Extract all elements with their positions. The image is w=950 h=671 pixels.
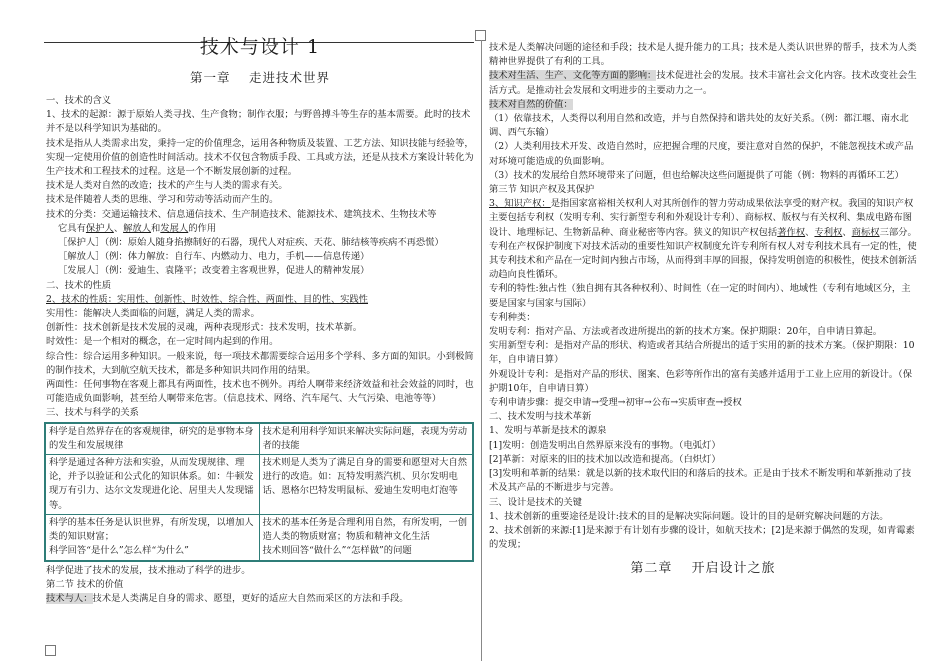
page-corner-marker-bottom bbox=[45, 645, 56, 656]
keyword-highlight: 技术与人： bbox=[46, 592, 93, 604]
paragraph: 技术是指从人类需求出发，秉持一定的价值理念，运用各种物质及装置、工艺方法、知识技能与经验等，实现一定使用价值的创造性时间活动。技术不仅包含物质手段、工具或方法，还是从技术方案设计转化为生产技术和工程技术的过程。这是一个不断发展创新的过程。 bbox=[46, 137, 474, 178]
paragraph: （2）人类利用技术开发、改造自然时，应把握合理的尺度，要注意对自然的保护，不能忽视技术或产品对环境可能造成的负面影响。 bbox=[489, 141, 914, 167]
keyword-highlight: 技术对自然的价值： bbox=[489, 98, 573, 110]
paragraph: 1、技术的起源：源于原始人类寻找、生产食物；制作衣服；与野兽搏斗等生存的基本需要。此时的技术并不是以科学知识为基础的。 bbox=[46, 109, 471, 135]
left-column bbox=[46, 34, 474, 606]
paragraph: [2]革新：对原来的旧的技术加以改造和提高。（白炽灯） bbox=[489, 453, 721, 465]
paragraph: 技术是人类解决问题的途径和手段；技术是人提升能力的工具；技术是人类认识世界的帮手，技术为人类精神世界提供了有利的工具。 bbox=[489, 42, 917, 68]
paragraph: 技术是伴随着人类的思维、学习和劳动等活动而产生的。 bbox=[46, 194, 279, 206]
bullet-develop: ［发展人］（例：爱迪生、袁隆平；改变着主客观世界，促进人的精神发展） bbox=[58, 265, 370, 277]
paragraph: 2、技术创新的来源:[1]是来源于有计划有步骤的设计，如航天技术；[2]是来源于偶然的发现，如青霉素的发现； bbox=[489, 524, 915, 551]
paragraph: 专利申请步骤：提交申请→受理→初审→公布→实质审查→授权 bbox=[489, 397, 742, 409]
paragraph: 1、技术创新的重要途径是设计:技术的目的是解决实际问题。设计的目的是研究解决问题的方法。 bbox=[489, 510, 889, 522]
paragraph: 实用新型专利：是指对产品的形状、构造或者其结合所提出的适于实用的新的技术方案。（保护期限：10年，自申请日算） bbox=[489, 340, 915, 366]
paragraph: 实用性：能解决人类面临的问题，满足人类的需求。 bbox=[46, 308, 260, 320]
chapter-2-heading: 第二章 开启设计之旅 bbox=[630, 561, 776, 577]
table-cell: 技术则是人类为了满足自身的需要和愿望对大自然进行的改造。如：瓦特发明蒸汽机、贝尔发明电话、恩格尔巴特发明鼠标、爱迪生发明电灯泡等 bbox=[259, 455, 473, 515]
properties-summary: 2、技术的性质：实用性、创新性、时效性、综合性、两面性、目的性、实践性 bbox=[46, 293, 369, 305]
bullet-protect: ［保护人］（例：原始人随身掐擦制好的石器，现代人对症疾、天花、肺结核等疾病不再恐慌） bbox=[58, 237, 444, 249]
paragraph: 外观设计专利：是指对产品的形状、图案、色彩等所作出的富有美感并适用于工业上应用的新设计。（保护期10年，自申请日算） bbox=[489, 368, 913, 394]
paragraph: 创新性：技术创新是技术发展的灵魂，两种表现形式：技术发明，技术革新。 bbox=[46, 322, 363, 334]
paragraph: [1]发明：创造发明出自然界原来没有的事物。（电弧灯） bbox=[489, 439, 721, 451]
table-cell: 技术的基本任务是合理利用自然，有所发明，一创造人类的物质财富；物质和精神文化生活 技术则回答“做什么”“怎样做”的问题 bbox=[259, 514, 473, 560]
paragraph: 两面性：任何事物在客观上都具有两面性，技术也不例外。再给人啊带来经济效益和社会效益的同时，也可能造成负面影响，甚至给人啊带来危害。（信息技术、网络、汽车尾气、大气污染、电池等等） bbox=[46, 379, 474, 405]
paragraph: 综合性：综合运用多种知识。一般来说，每一项技术都需要综合运用多个学科、多方面的知识。小到极简的制作技术，大到航空航天技术，都是多种知识共同作用的结果。 bbox=[46, 350, 474, 376]
paragraph: [3]发明和革新的结果：就是以新的技术取代旧的和落后的技术。正是由于技术不断发明和革新推动了技术及其产品的不断进步与完善。 bbox=[489, 468, 912, 494]
chapter-1-heading: 第一章 走进技术世界 bbox=[190, 70, 330, 85]
tech-roles-line: 它具有保护人、解放人和发展人的作用 bbox=[58, 222, 217, 234]
paragraph: 技术与人：技术是人类满足自身的需求、愿望，更好的适应大自然而采区的方法和手段。 bbox=[46, 592, 409, 604]
column-divider bbox=[481, 40, 482, 661]
section-heading: 三、设计是技术的关键 bbox=[489, 496, 582, 508]
paragraph: （3）技术的发展给自然环境带来了问题，但也给解决这些问题提供了可能（例：物料的再循环工艺） bbox=[489, 169, 904, 181]
paragraph bbox=[489, 98, 917, 112]
section-heading: 三、技术与科学的关系 bbox=[46, 407, 139, 419]
paragraph: （1）依靠技术，人类得以利用自然和改造，并与自然保持和谐共处的友好关系。（例：都江堰、南水北调、西气东输） bbox=[489, 113, 909, 139]
paragraph: 时效性：是一个相对的概念，在一定时间内起到的作用。 bbox=[46, 336, 279, 348]
paragraph: 技术对生活、生产、文化等方面的影响：技术促进社会的发展。技术丰富社会文化内容。技术改变社会生活方式。是推动社会发展和文明进步的主要动力之一。 bbox=[489, 70, 917, 96]
section-heading: 第三节 知识产权及其保护 bbox=[489, 184, 595, 196]
paragraph: 发明专利：指对产品、方法或者改进所提出的新的技术方案。保护期限：20年，自申请日算起。 bbox=[489, 326, 883, 338]
table-cell: 科学是自然界存在的客观规律，研究的是事物本身的发生和发展规律 bbox=[45, 423, 259, 455]
paragraph: 3、知识产权：是指国家富裕相关权利人对其所创作的智力劳动成果依法享受的财产权。我国的知识产权主要包括专利权（发明专利、实行新型专利和外观设计专利）、商标权、版权与有关权利、集成电路布图设计、地理标记、生物新品种、商业秘密等内容。狭义的知识产权包括著作权、专利权、商标权三部分。 bbox=[489, 198, 917, 238]
paragraph: 专利的特性:独占性（独自拥有其各种权利）、时间性（在一定的时间内）、地域性（专利有地域区分，主要是国家与国家与国际） bbox=[489, 283, 911, 309]
section-heading: 二、技术发明与技术革新 bbox=[489, 411, 592, 423]
table-row bbox=[45, 514, 473, 560]
paragraph: 技术的分类：交通运输技术、信息通信技术、生产制造技术、能源技术、建筑技术、生物技术等 bbox=[46, 208, 437, 220]
section-heading: 二、技术的性质 bbox=[46, 279, 112, 291]
science-technology-table bbox=[44, 422, 474, 562]
table-row bbox=[45, 455, 473, 515]
table-cell: 科学的基本任务是认识世界，有所发现，以增加人类的知识财富； 科学回答“是什么”怎么样“为什么” bbox=[45, 514, 259, 560]
paragraph: 专利在产权保护制度下对技术活动的重要性知识产权制度允许专利所有权人对专利技术具有一定的性，使其专利技术和产品在一定时间内独占市场，从而得到丰厚的回报，保持发明创造的积极性，使技术创新活动趋向良性循环。 bbox=[489, 240, 917, 281]
table-cell: 技术是利用科学知识来解决实际问题，表现为劳动者的技能 bbox=[259, 423, 473, 455]
paragraph: 专利种类： bbox=[489, 311, 536, 323]
table-cell: 科学是通过各种方法和实验，从而发现规律、理论，并予以验证和公式化的知识体系。如：牛顿发现万有引力、达尔文发现进化论、居里夫人发现镭等。 bbox=[45, 455, 259, 515]
document-title: 技术与设计 1 bbox=[199, 36, 321, 58]
right-column bbox=[489, 41, 917, 580]
paragraph: 科学促进了技术的发展，技术推动了科学的进步。 bbox=[46, 564, 251, 576]
paragraph: 1、发明与革新是技术的源泉 bbox=[489, 425, 607, 437]
table-row bbox=[45, 423, 473, 455]
section-heading: 第二节 技术的价值 bbox=[46, 578, 124, 590]
section-heading: 一、技术的含义 bbox=[46, 95, 112, 106]
bullet-liberate: ［解放人］（例：体力解放：自行车、内燃动力、电力，手机——信息传递） bbox=[58, 251, 370, 263]
keyword-highlight: 技术对生活、生产、文化等方面的影响： bbox=[489, 70, 657, 82]
paragraph: 技术是人类对自然的改造；技术的产生与人类的需求有关。 bbox=[46, 180, 288, 192]
